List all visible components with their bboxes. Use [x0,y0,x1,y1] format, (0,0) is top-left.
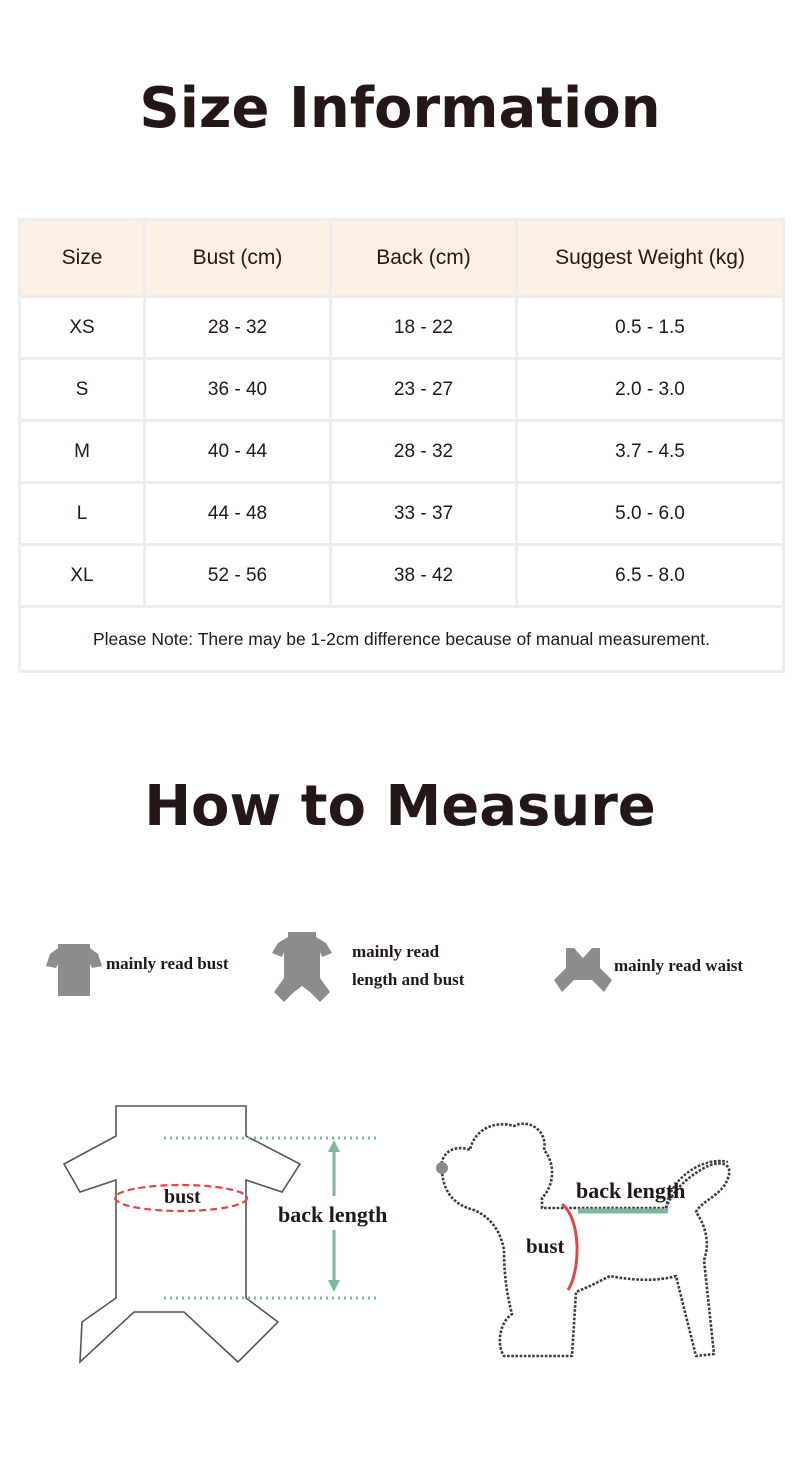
size-information-title: Size Information [139,76,661,141]
cell-back: 18 - 22 [331,297,517,359]
legend-label-line-2: length and bust [352,970,465,989]
cell-weight: 3.7 - 4.5 [517,421,784,483]
legend-item-waist [614,952,743,980]
back-length-label: back length [576,1178,686,1203]
table-header-row [20,220,784,297]
size-chart-table [18,218,785,673]
table-row [20,359,784,421]
cell-back: 28 - 32 [331,421,517,483]
cell-weight: 6.5 - 8.0 [517,545,784,607]
dog-eye [436,1162,448,1174]
cell-back: 23 - 27 [331,359,517,421]
garment-outline [64,1106,300,1362]
garment-measure-diagram [60,1098,405,1370]
legend-label-line-1: mainly read [352,942,440,961]
note-row [20,607,784,672]
cell-back: 38 - 42 [331,545,517,607]
how-to-measure-title: How to Measure [144,774,656,839]
legend-item-bust [106,950,229,978]
harness-icon [552,946,614,998]
header-bust: Bust (cm) [145,220,331,297]
cell-bust: 40 - 44 [145,421,331,483]
jumpsuit-icon [270,928,334,1004]
bust-label: bust [164,1186,201,1208]
legend-item-length-bust [352,938,464,994]
arrow-head-up [328,1140,340,1152]
arrow-head-down [328,1280,340,1292]
cell-weight: 0.5 - 1.5 [517,297,784,359]
cell-back: 33 - 37 [331,483,517,545]
cell-bust: 52 - 56 [145,545,331,607]
measurement-note: Please Note: There may be 1-2cm difference because of manual measurement. [20,607,784,672]
cell-size: XS [20,297,145,359]
cell-bust: 28 - 32 [145,297,331,359]
dog-measure-diagram [430,1116,740,1372]
legend-label: mainly read waist [614,956,744,975]
cell-size: M [20,421,145,483]
cell-weight: 2.0 - 3.0 [517,359,784,421]
cell-size: XL [20,545,145,607]
header-back: Back (cm) [331,220,517,297]
bust-label: bust [526,1234,565,1258]
cell-weight: 5.0 - 6.0 [517,483,784,545]
table-row [20,297,784,359]
table-row [20,483,784,545]
shirt-icon [44,940,104,1000]
cell-size: S [20,359,145,421]
back-length-label: back length [278,1202,388,1227]
cell-bust: 44 - 48 [145,483,331,545]
dog-outline [441,1124,729,1356]
header-weight: Suggest Weight (kg) [517,220,784,297]
table-row [20,421,784,483]
cell-size: L [20,483,145,545]
legend-label: mainly read bust [106,954,229,973]
header-size: Size [20,220,145,297]
table-row [20,545,784,607]
cell-bust: 36 - 40 [145,359,331,421]
